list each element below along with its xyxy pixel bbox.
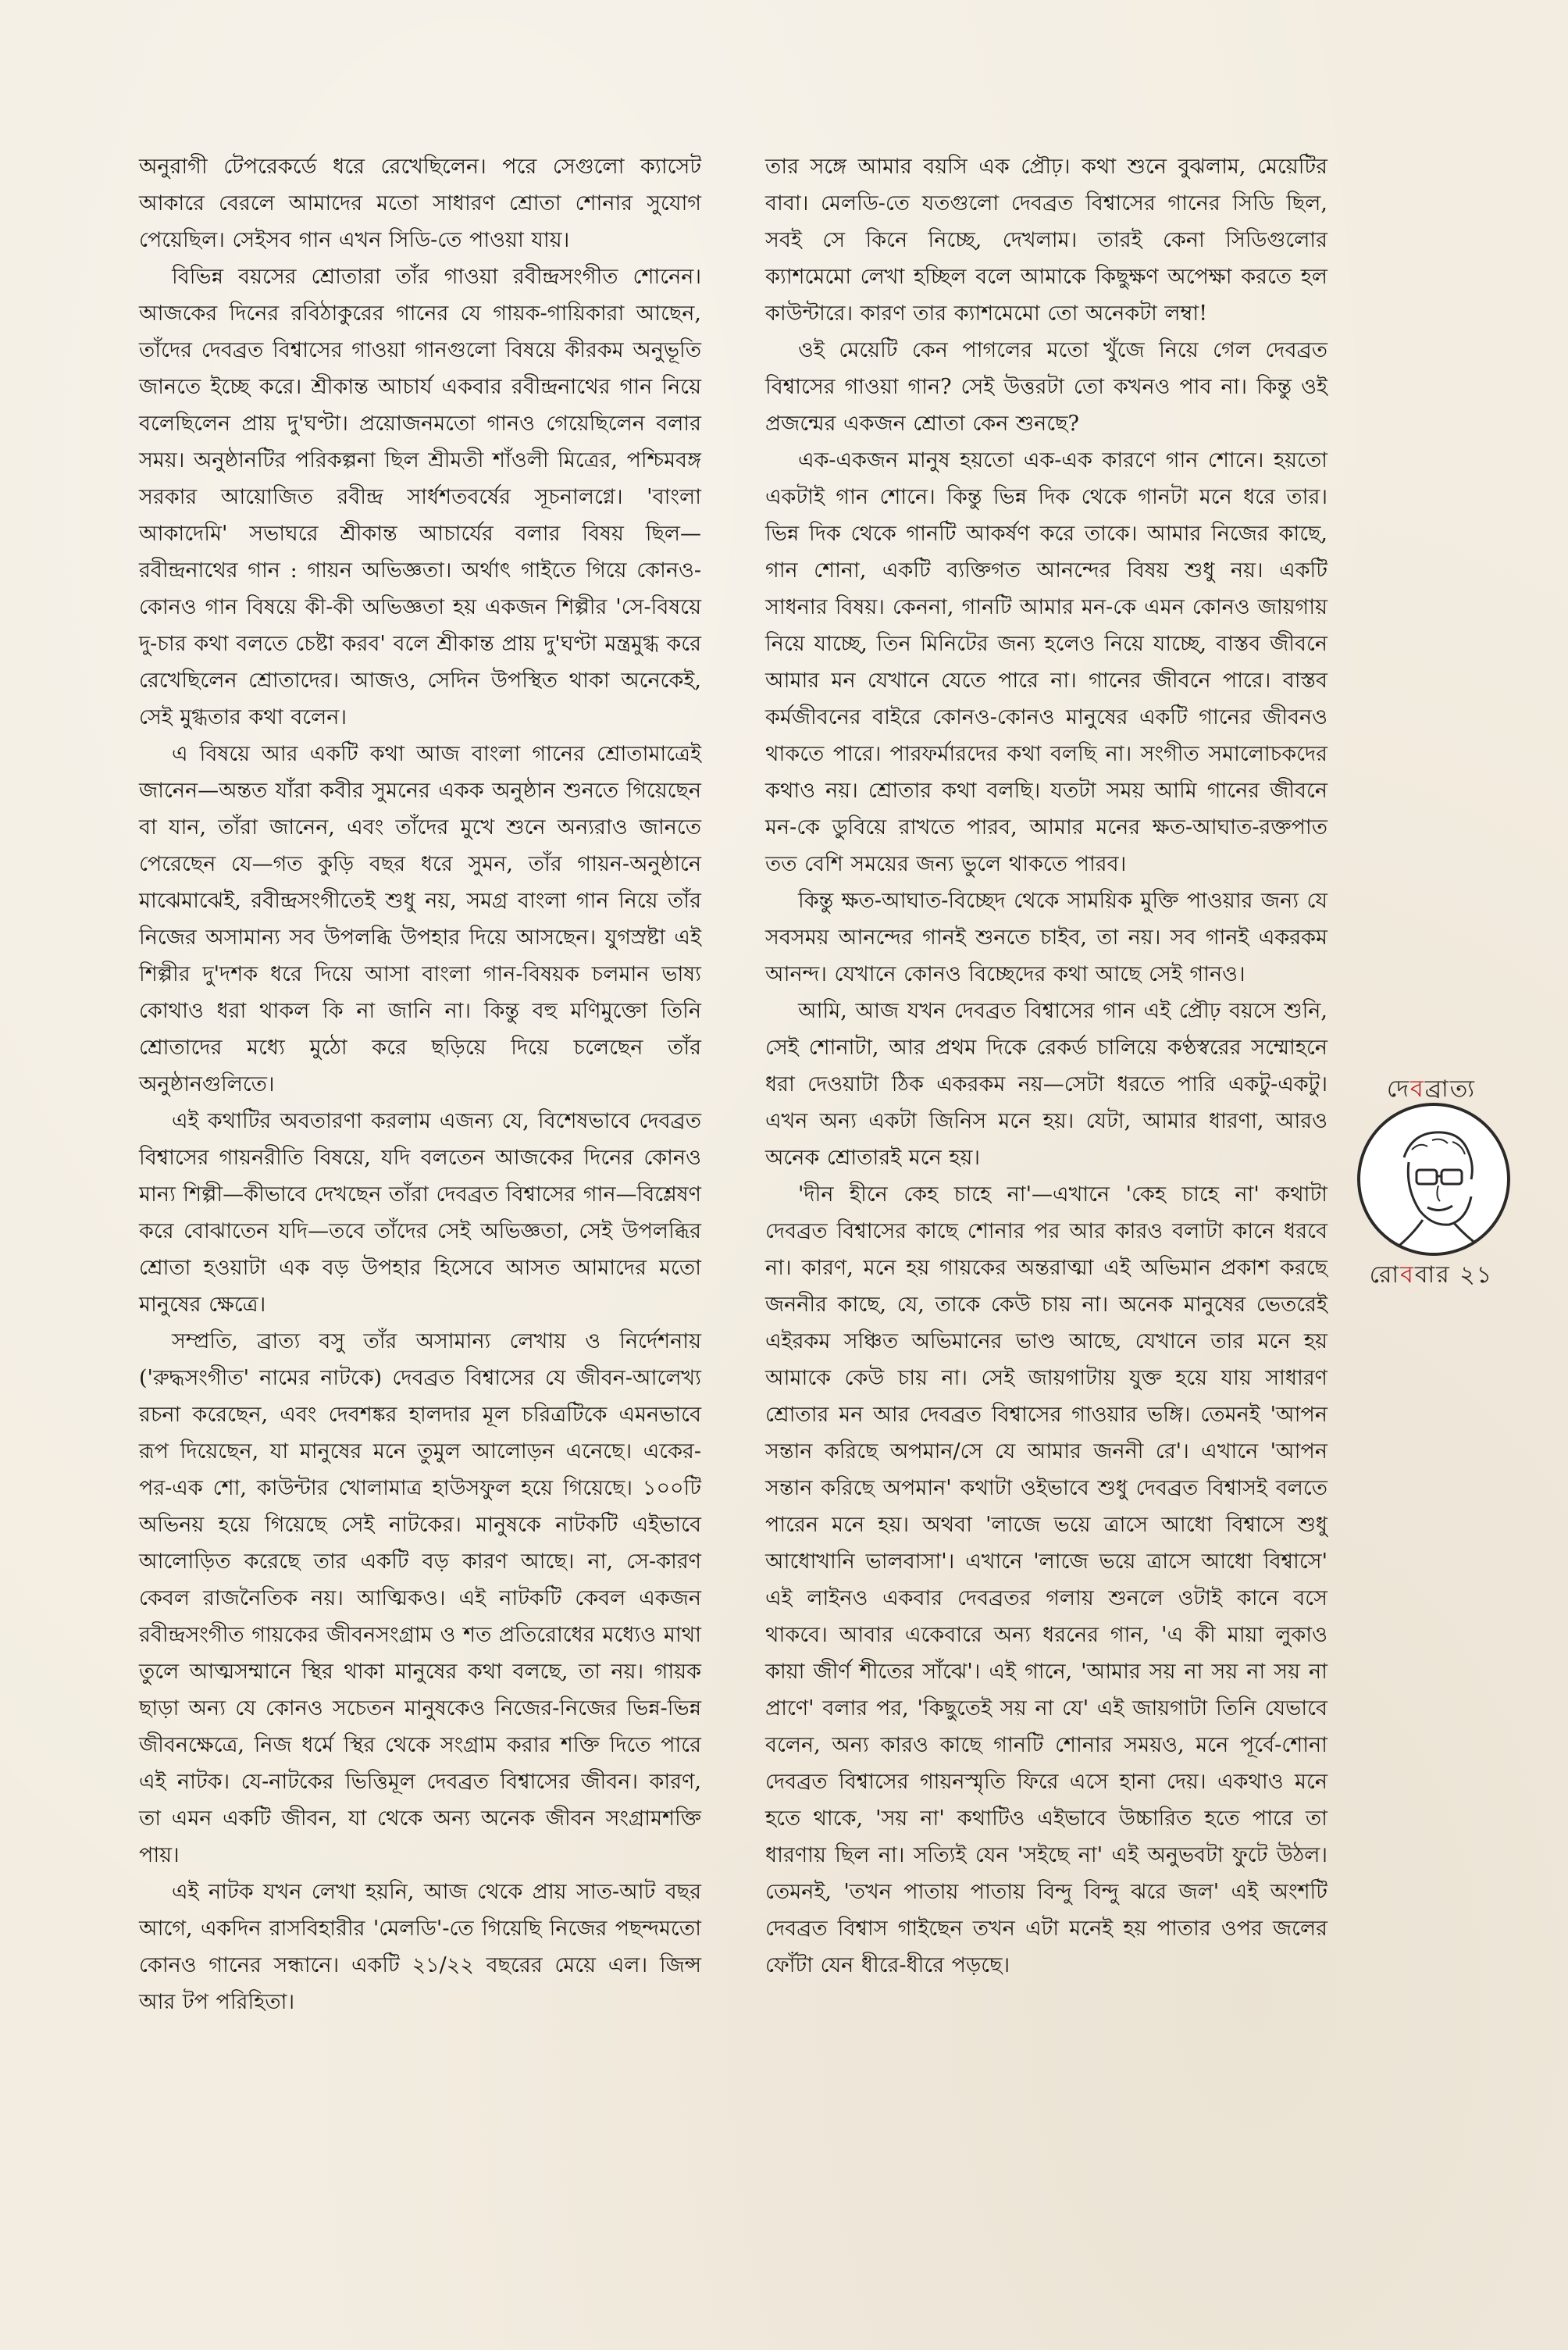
column-logo (1343, 1054, 1521, 1289)
paragraph: তার সঙ্গে আমার বয়সি এক প্রৌঢ়। কথা শুনে বুঝলাম, মেয়েটির বাবা। মেলডি-তে যতগুলো দেবব্রত বিশ্বাসের গানের সিডি ছিল, সবই সে কিনে নিচ্ছে, দেখলাম। তারই কেনা সিডিগুলোর ক্যাশমেমো লেখা হচ্ছিল বলে আমাকে কিছুক্ষণ অপেক্ষা করতে হল কাউন্টারে। কারণ তার ক্যাশমেমো তো অনেকটা লম্বা! (765, 155, 1327, 326)
logo-subtitle-part: রো (1369, 1261, 1401, 1289)
logo-title-part: ব (1409, 1075, 1425, 1103)
paragraph: এই কথাটির অবতারণা করলাম এজন্য যে, বিশেষভাবে দেবব্রত বিশ্বাসের গায়নরীতি বিষয়ে, যদি বলতেন আজকের দিনের কোনও মান্য শিল্পী—কীভাবে দেখছেন তাঁরা দেবব্রত বিশ্বাসের গান—বিশ্লেষণ করে বোঝাতেন যদি—তবে তাঁদের সেই অভিজ্ঞতা, সেই উপলব্ধির শ্রোতা হওয়াটা এক বড় উপহার হিসেবে আসত আমাদের মতো মানুষের ক্ষেত্রে। (139, 1109, 701, 1317)
portrait-icon (1357, 1103, 1510, 1256)
paragraph: সম্প্রতি, ব্রাত্য বসু তাঁর অসামান্য লেখায় ও নির্দেশনায় ('রুদ্ধসংগীত' নামের নাটকে) দেবব্রত বিশ্বাসের যে জীবন-আলেখ্য রচনা করেছেন, এবং দেবশঙ্কর হালদার মূল চরিত্রটিকে এমনভাবে রূপ দিয়েছেন, যা মানুষের মনে তুমুল আলোড়ন এনেছে। একের-পর-এক শো, কাউন্টার খোলামাত্র হাউসফুল হয়ে গিয়েছে। ১০০টি অভিনয় হয়ে গিয়েছে সেই নাটকের। মানুষকে নাটকটি এইভাবে আলোড়িত করেছে তার একটি বড় কারণ আছে। না, সে-কারণ কেবল রাজনৈতিক নয়। আত্মিকও। এই নাটকটি কেবল একজন রবীন্দ্রসংগীত গায়কের জীবনসংগ্রাম ও শত প্রতিরোধের মধ্যেও মাথা তুলে আত্মসম্মানে স্থির থাকা মানুষের কথা বলছে, তা নয়। গায়ক ছাড়া অন্য যে কোনও সচেতন মানুষকেও নিজের-নিজের ভিন্ন-ভিন্ন জীবনক্ষেত্রে, নিজ ধর্মে স্থির থেকে সংগ্রাম করার শক্তি দিতে পারে এই নাটক। যে-নাটকের ভিত্তিমূল দেবব্রত বিশ্বাসের জীবন। কারণ, তা এমন একটি জীবন, যা থেকে অন্য অনেক জীবন সংগ্রামশক্তি পায়। (139, 1329, 701, 1867)
paragraph: এ বিষয়ে আর একটি কথা আজ বাংলা গানের শ্রোতামাত্রেই জানেন—অন্তত যাঁরা কবীর সুমনের একক অনুষ্ঠান শুনতে গিয়েছেন বা যান, তাঁরা জানেন, এবং তাঁদের মুখে শুনে অন্যরাও জানতে পেরেছেন যে—গত কুড়ি বছর ধরে সুমন, তাঁর গায়ন-অনুষ্ঠানে মাঝেমাঝেই, রবীন্দ্রসংগীতেই শুধু নয়, সমগ্র বাংলা গান নিয়ে তাঁর নিজের অসামান্য সব উপলব্ধি উপহার দিয়ে আসছেন। যুগস্রষ্টা এই শিল্পীর দু'দশক ধরে দিয়ে আসা বাংলা গান-বিষয়ক চলমান ভাষ্য কোথাও ধরা থাকল কি না জানি না। কিন্তু বহু মণিমুক্তো তিনি শ্রোতাদের মধ্যে মুঠো করে ছড়িয়ে দিয়ে চলেছেন তাঁর অনুষ্ঠানগুলিতে। (139, 742, 701, 1097)
paragraph: 'দীন হীনে কেহ চাহে না'—এখানে 'কেহ চাহে না' কথাটা দেবব্রত বিশ্বাসের কাছে শোনার পর আর কারও বলাটা কানে ধরবে না। কারণ, মনে হয় গায়কের অন্তরাত্মা এই অভিমান প্রকাশ করছে জননীর কাছে, যে, তাকে কেউ চায় না। অনেক মানুষের ভেতরেই এইরকম সঞ্চিত অভিমানের ভাণ্ড আছে, যেখানে তার মনে হয় আমাকে কেউ চায় না। সেই জায়গাটায় যুক্ত হয়ে যায় সাধারণ শ্রোতার মন আর দেবব্রত বিশ্বাসের গাওয়ার ভঙ্গি। তেমনই 'আপন সন্তান করিছে অপমান/সে যে আমার জননী রে'। এখানে 'আপন সন্তান করিছে অপমান' কথাটা ওইভাবে শুধু দেবব্রত বিশ্বাসই বলতে পারেন মনে হয়। অথবা 'লাজে ভয়ে ত্রাসে আধো বিশ্বাসে শুধু আধোখানি ভালবাসা'। এখানে 'লাজে ভয়ে ত্রাসে আধো বিশ্বাসে' এই লাইনও একবার দেবব্রতর গলায় শুনলে ওটাই কানে বসে থাকবে। আবার একেবারে অন্য ধরনের গান, 'এ কী মায়া লুকাও কায়া জীর্ণ শীতের সাঁঝে'। এই গানে, 'আমার সয় না সয় না সয় না প্রাণে' বলার পর, 'কিছুতেই সয় না যে' এই জায়গাটা তিনি যেভাবে বলেন, অন্য কারও কাছে গানটি শোনার সময়ও, মনে পূর্বে-শোনা দেবব্রত বিশ্বাসের গায়নস্মৃতি ফিরে এসে হানা দেয়। একথাও মনে হতে থাকে, 'সয় না' কথাটিও এইভাবে উচ্চারিত হতে পারে তা ধারণায় ছিল না। সত্যিই যেন 'সইছে না' এই অনুভবটা ফুটে উঠল। তেমনই, 'তখন পাতায় পাতায় বিন্দু বিন্দু ঝরে জল' এই অংশটি দেবব্রত বিশ্বাস গাইছেন তখন এটা মনেই হয় পাতার ওপর জলের ফোঁটা যেন ধীরে-ধীরে পড়ছে। (765, 1182, 1327, 1977)
logo-subtitle (1349, 1256, 1513, 1296)
logo-subtitle-part: বা (1414, 1261, 1437, 1289)
logo-title-part: দে (1387, 1075, 1410, 1103)
left-column (139, 148, 701, 2020)
paragraph: অনুরাগী টেপরেকর্ডে ধরে রেখেছিলেন। পরে সেগুলো ক্যাসেট আকারে বেরলে আমাদের মতো সাধারণ শ্রোতা শোনার সুযোগ পেয়েছিল। সেইসব গান এখন সিডি-তে পাওয়া যায়। (139, 155, 701, 252)
logo-subtitle-part: র ২১ (1436, 1261, 1494, 1289)
paragraph: বিভিন্ন বয়সের শ্রোতারা তাঁর গাওয়া রবীন্দ্রসংগীত শোনেন। আজকের দিনের রবিঠাকুরের গানের যে গায়ক-গায়িকারা আছেন, তাঁদের দেবব্রত বিশ্বাসের গাওয়া গানগুলো বিষয়ে কীরকম অনুভূতি জানতে ইচ্ছে করে। শ্রীকান্ত আচার্য একবার রবীন্দ্রনাথের গান নিয়ে বলেছিলেন প্রায় দু'ঘণ্টা। প্রয়োজনমতো গানও গেয়েছিলেন বলার সময়। অনুষ্ঠানটির পরিকল্পনা ছিল শ্রীমতী শাঁওলী মিত্রের, পশ্চিমবঙ্গ সরকার আয়োজিত রবীন্দ্র সার্ধশতবর্ষের সূচনালগ্নে। 'বাংলা আকাদেমি' সভাঘরে শ্রীকান্ত আচার্যের বলার বিষয় ছিল—রবীন্দ্রনাথের গান : গায়ন অভিজ্ঞতা। অর্থাৎ গাইতে গিয়ে কোনও-কোনও গান বিষয়ে কী-কী অভিজ্ঞতা হয় একজন শিল্পীর 'সে-বিষয়ে দু-চার কথা বলতে চেষ্টা করব' বলে শ্রীকান্ত প্রায় দু'ঘণ্টা মন্ত্রমুগ্ধ করে রেখেছিলেন শ্রোতাদের। আজও, সেদিন উপস্থিত থাকা অনেকেই, সেই মুগ্ধতার কথা বলেন। (139, 265, 701, 729)
paragraph: কিন্তু ক্ষত-আঘাত-বিচ্ছেদ থেকে সাময়িক মুক্তি পাওয়ার জন্য যে সবসময় আনন্দের গানই শুনতে চাইব, তা নয়। সব গানই একরকম আনন্দ। যেখানে কোনও বিচ্ছেদের কথা আছে সেই গানও। (765, 889, 1327, 986)
paragraph: এই নাটক যখন লেখা হয়নি, আজ থেকে প্রায় সাত-আট বছর আগে, একদিন রাসবিহারীর 'মেলডি'-তে গিয়েছি নিজের পছন্দমতো কোনও গানের সন্ধানে। একটি ২১/২২ বছরের মেয়ে এল। জিন্স আর টপ পরিহিতা। (139, 1880, 701, 2014)
logo-subtitle-part: ব (1400, 1261, 1415, 1289)
right-column (765, 148, 1327, 1984)
paragraph: আমি, আজ যখন দেবব্রত বিশ্বাসের গান এই প্রৌঢ় বয়সে শুনি, সেই শোনাটা, আর প্রথম দিকে রেকর্ড চালিয়ে কণ্ঠস্বরের সম্মোহনে ধরা দেওয়াটা ঠিক একরকম নয়—সেটা ধরতে পারি একটু-একটু। এখন অন্য একটা জিনিস মনে হয়। যেটা, আমার ধারণা, আরও অনেক শ্রোতারই মনে হয়। (765, 999, 1327, 1170)
paragraph: এক-একজন মানুষ হয়তো এক-এক কারণে গান শোনে। হয়তো একটাই গান শোনে। কিন্তু ভিন্ন দিক থেকে গানটা মনে ধরে তার। ভিন্ন দিক থেকে গানটি আকর্ষণ করে তাকে। আমার নিজের কাছে, গান শোনা, একটি ব্যক্তিগত আনন্দের বিষয় শুধু নয়। একটি সাধনার বিষয়। কেননা, গানটি আমার মন-কে এমন কোনও জায়গায় নিয়ে যাচ্ছে, তিন মিনিটের জন্য হলেও নিয়ে যাচ্ছে, বাস্তব জীবনে আমার মন যেখানে যেতে পারে না। গানের জীবনে পারে। বাস্তব কর্মজীবনের বাইরে কোনও-কোনও মানুষের একটি গানের জীবনও থাকতে পারে। পারফর্মারদের কথা বলছি না। সংগীত সমালোচকদের কথাও নয়। শ্রোতার কথা বলছি। যতটা সময় আমি গানের জীবনে মন-কে ডুবিয়ে রাখতে পারব, আমার মনের ক্ষত-আঘাত-রক্তপাত তত বেশি সময়ের জন্য ভুলে থাকতে পারব। (765, 448, 1327, 876)
logo-title-part: ব্রা (1424, 1075, 1450, 1103)
paragraph: ওই মেয়েটি কেন পাগলের মতো খুঁজে নিয়ে গেল দেবব্রত বিশ্বাসের গাওয়া গান? সেই উত্তরটা তো কখনও পাব না। কিন্তু ওই প্রজন্মের একজন শ্রোতা কেন শুনছে? (765, 338, 1327, 436)
logo-title-part: ত্য (1449, 1075, 1476, 1103)
